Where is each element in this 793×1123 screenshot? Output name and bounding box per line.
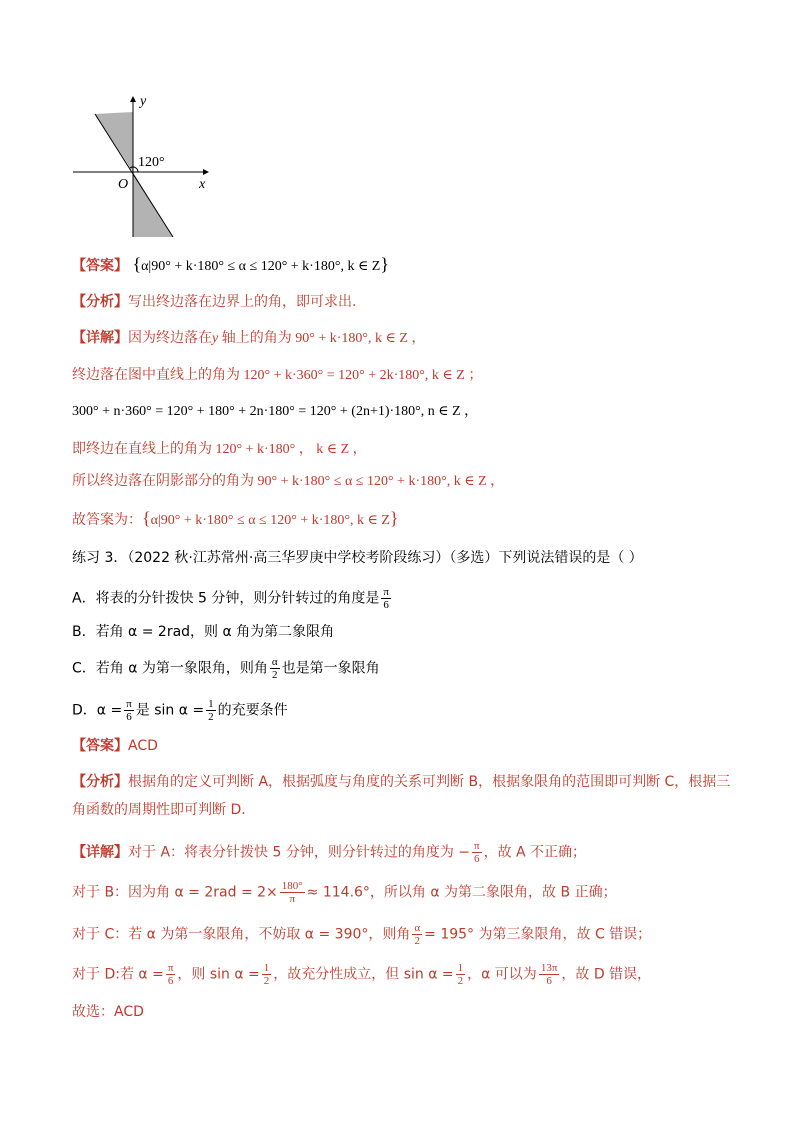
angle-figure bbox=[68, 92, 218, 242]
y-axis-label: y bbox=[140, 94, 147, 109]
option-d bbox=[72, 698, 288, 723]
answer1-line bbox=[72, 254, 389, 277]
frac-num: 180° bbox=[281, 880, 303, 892]
shaded-region-upper bbox=[95, 112, 133, 172]
option-d-text-c: 的充要条件 bbox=[217, 702, 288, 719]
detail3-d-text-1: 对于 D:若 α = bbox=[72, 966, 164, 983]
answer1-expression: α|90° + k·180° ≤ α ≤ 120° + k·180°, k ∈ Z bbox=[141, 259, 381, 274]
detail3-d-fraction-2 bbox=[262, 962, 272, 987]
frac-num: π bbox=[167, 962, 174, 974]
detail3-b-fraction bbox=[280, 880, 305, 905]
origin-label: O bbox=[118, 177, 129, 192]
option-b: B．若角 α = 2rad，则 α 角为第二象限角 bbox=[72, 624, 335, 640]
detail1-final-expr: α|90° + k·180° ≤ α ≤ 120° + k·180°, k ∈ Z bbox=[150, 513, 390, 528]
option-d-fraction-1 bbox=[124, 698, 134, 723]
analysis-tag: 【分析】 bbox=[72, 774, 128, 790]
detail1-text-a: 因为终边落在 bbox=[128, 330, 212, 346]
option-c-text-a: C．若角 α 为第一象限角，则角 bbox=[72, 660, 268, 677]
option-d-fraction-2 bbox=[206, 698, 216, 723]
exercise3-stem: 练习 3．（2022 秋·江苏常州·高三华罗庚中学校考阶段练习）（多选）下列说法错误的是（ ） bbox=[72, 550, 643, 566]
frac-den: 2 bbox=[272, 669, 278, 681]
detail3-d-fraction-4 bbox=[539, 962, 560, 987]
detail3-b-text-2: ≈ 114.6°，所以角 α 为第二象限角，故 B 正确； bbox=[306, 884, 617, 901]
angle-label: 120° bbox=[138, 155, 165, 170]
detail3-line-b bbox=[72, 880, 617, 905]
detail1-line2: 终边落在图中直线上的角为 120° + k·360° = 120° + 2k·180°, k ∈ Z ； bbox=[72, 368, 483, 383]
frac-den: 6 bbox=[126, 711, 132, 723]
option-c-text-b: 也是第一象限角 bbox=[281, 660, 380, 677]
frac-den: π bbox=[289, 893, 295, 905]
detail3-a-text-2: ，故 A 不正确； bbox=[483, 844, 587, 861]
frac-num: α bbox=[414, 922, 421, 934]
detail3-d-text-2: ，则 sin α = bbox=[177, 966, 260, 983]
answer3-line bbox=[72, 736, 158, 756]
analysis1-text: 写出终边落在边界上的角，即可求出. bbox=[128, 294, 357, 310]
y-axis-arrow bbox=[130, 96, 136, 102]
detail3-line-d bbox=[72, 962, 651, 987]
option-c bbox=[72, 656, 380, 681]
detail3-d-fraction-3 bbox=[456, 962, 466, 987]
frac-num: 1 bbox=[263, 962, 270, 974]
option-c-fraction bbox=[270, 656, 280, 681]
detail1-line3: 300° + n·360° = 120° + 180° + 2n·180° = 120° + (2n+1)·180°, n ∈ Z ， bbox=[72, 404, 479, 419]
detail-tag: 【详解】 bbox=[72, 330, 128, 346]
detail1-text-c: 轴上的角为 90° + k·180°, k ∈ Z ， bbox=[218, 331, 426, 346]
frac-den: 2 bbox=[263, 975, 270, 987]
frac-num: π bbox=[126, 698, 132, 710]
frac-num: π bbox=[474, 840, 480, 852]
detail3-line-a bbox=[72, 840, 586, 865]
detail3-c-fraction bbox=[412, 922, 422, 947]
detail3-c-text-1: 对于 C：若 α 为第一象限角，不妨取 α = 390°，则角 bbox=[72, 926, 411, 943]
frac-den: 6 bbox=[167, 975, 174, 987]
detail3-a-text-1: 对于 A：将表分针拨快 5 分钟，则分针转过的角度为 − bbox=[128, 844, 471, 861]
option-a-text: A．将表的分针拨快 5 分钟，则分针转过的角度是 bbox=[72, 590, 380, 607]
x-axis-arrow bbox=[203, 169, 209, 175]
detail1-line4: 即终边在直线上的角为 120° + k·180° ， k ∈ Z ， bbox=[72, 442, 367, 457]
detail1-final-label: 故答案为： bbox=[72, 512, 142, 528]
detail3-c-text-2: = 195° 为第三象限角，故 C 错误； bbox=[424, 926, 652, 943]
frac-den: 2 bbox=[208, 711, 214, 723]
frac-num: π bbox=[383, 586, 389, 598]
detail-tag: 【详解】 bbox=[72, 844, 128, 861]
detail1-line5: 所以终边落在阴影部分的角为 90° + k·180° ≤ α ≤ 120° + k·180°, k ∈ Z ， bbox=[72, 474, 505, 489]
frac-den: 6 bbox=[474, 853, 480, 865]
frac-den: 6 bbox=[383, 599, 389, 611]
detail3-b-text-1: 对于 B：因为角 α = 2rad = 2× bbox=[72, 884, 278, 901]
frac-num: 1 bbox=[208, 698, 214, 710]
option-a bbox=[72, 586, 393, 611]
detail3-line-c bbox=[72, 922, 651, 947]
frac-num: 1 bbox=[457, 962, 464, 974]
detail3-d-text-5: ，故 D 错误， bbox=[561, 966, 652, 983]
close-brace: } bbox=[380, 254, 389, 274]
frac-num: 13π bbox=[540, 962, 558, 974]
detail3-d-text-3: ，故充分性成立，但 sin α = bbox=[273, 966, 454, 983]
answer-tag: 【答案】 bbox=[72, 258, 128, 274]
analysis3-text-1: 根据角的定义可判断 A，根据弧度与角度的关系可判断 B，根据象限角的范围即可判断 C，根据三 bbox=[128, 774, 731, 790]
x-axis-label: x bbox=[199, 177, 206, 192]
detail3-d-fraction-1 bbox=[166, 962, 176, 987]
detail1-line6: 故答案为：{α|90° + k·180° ≤ α ≤ 120° + k·180°, k ∈ Z} bbox=[72, 508, 399, 528]
option-a-fraction bbox=[381, 586, 391, 611]
option-d-text-a: D．α = bbox=[72, 702, 123, 719]
detail3-d-text-4: ，α 可以为 bbox=[467, 966, 537, 983]
frac-den: 2 bbox=[414, 935, 421, 947]
option-d-text-b: 是 sin α = bbox=[135, 702, 205, 719]
analysis-tag: 【分析】 bbox=[72, 294, 128, 310]
analysis1-line bbox=[72, 292, 356, 312]
detail3-a-fraction bbox=[472, 840, 482, 865]
open-brace: { bbox=[132, 254, 142, 274]
analysis3-line2: 角函数的周期性即可判断 D. bbox=[72, 802, 246, 818]
detail1-line1 bbox=[72, 328, 425, 349]
frac-num: α bbox=[271, 656, 278, 668]
frac-den: 2 bbox=[457, 975, 464, 987]
detail3-final: 故选：ACD bbox=[72, 1004, 144, 1020]
detail1-y-var: y bbox=[212, 331, 219, 346]
answer-tag: 【答案】 bbox=[72, 738, 128, 754]
analysis3-line1 bbox=[72, 772, 730, 792]
frac-den: 6 bbox=[546, 975, 552, 987]
answer3-text: ACD bbox=[128, 738, 158, 754]
